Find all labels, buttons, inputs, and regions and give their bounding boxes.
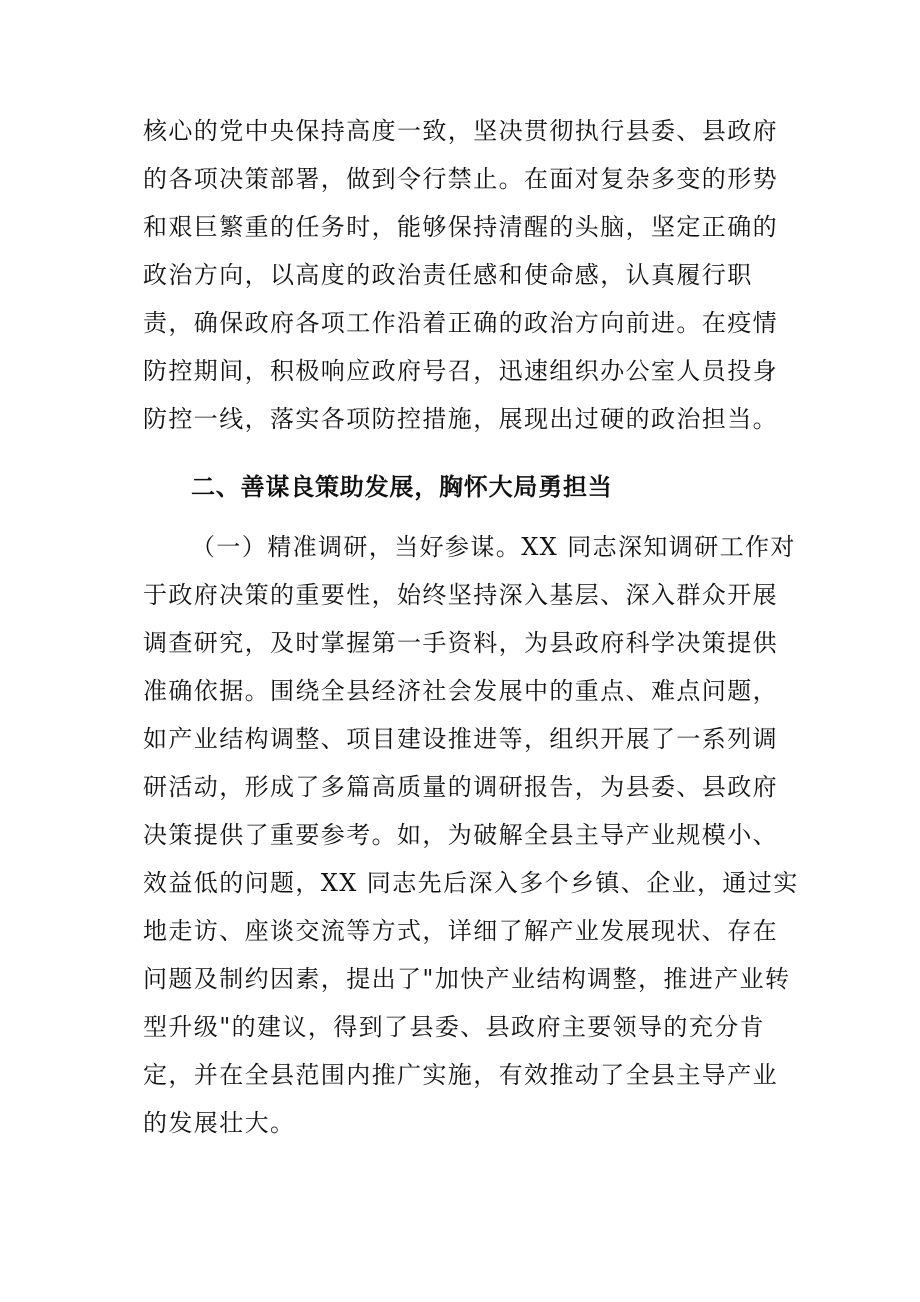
paragraph-line: 准确依据。围绕全县经济社会发展中的重点、难点问题， xyxy=(143,677,778,705)
paragraph-line: 如产业结构调整、项目建设推进等，组织开展了一系列调 xyxy=(143,725,778,753)
paragraph-line: 研活动，形成了多篇高质量的调研报告，为县委、县政府 xyxy=(143,773,778,801)
paragraph-line: 地走访、座谈交流等方式，详细了解产业发展现状、存在 xyxy=(143,917,778,945)
section-heading: 二、善谋良策助发展，胸怀大局勇担当 xyxy=(191,473,613,501)
paragraph-line: 定，并在全县范围内推广实施，有效推动了全县主导产业 xyxy=(143,1061,778,1089)
paragraph-line: 问题及制约因素，提出了"加快产业结构调整，推进产业转 xyxy=(143,965,791,993)
paragraph-line: 政治方向，以高度的政治责任感和使命感，认真履行职 xyxy=(143,261,753,289)
paragraph-line: 核心的党中央保持高度一致，坚决贯彻执行县委、县政府 xyxy=(143,117,778,145)
paragraph-line: （一）精准调研，当好参谋。XX 同志深知调研工作对 xyxy=(191,533,796,561)
paragraph-line: 的各项决策部署，做到令行禁止。在面对复杂多变的形势 xyxy=(143,165,778,193)
paragraph-line: 决策提供了重要参考。如，为破解全县主导产业规模小、 xyxy=(143,821,778,849)
paragraph-line: 责，确保政府各项工作沿着正确的政治方向前进。在疫情 xyxy=(143,309,778,337)
paragraph-line: 调查研究，及时掌握第一手资料，为县政府科学决策提供 xyxy=(143,629,778,657)
paragraph-line: 和艰巨繁重的任务时，能够保持清醒的头脑，坚定正确的 xyxy=(143,213,778,241)
paragraph-line: 型升级"的建议，得到了县委、县政府主要领导的充分肯 xyxy=(143,1013,766,1041)
paragraph-line: 的发展壮大。 xyxy=(143,1109,296,1137)
paragraph-line: 于政府决策的重要性，始终坚持深入基层、深入群众开展 xyxy=(143,581,778,609)
paragraph-line: 防控期间，积极响应政府号召，迅速组织办公室人员投身 xyxy=(143,357,778,385)
paragraph-line: 防控一线，落实各项防控措施，展现出过硬的政治担当。 xyxy=(143,405,778,433)
paragraph-line: 效益低的问题，XX 同志先后深入多个乡镇、企业，通过实 xyxy=(143,869,799,897)
